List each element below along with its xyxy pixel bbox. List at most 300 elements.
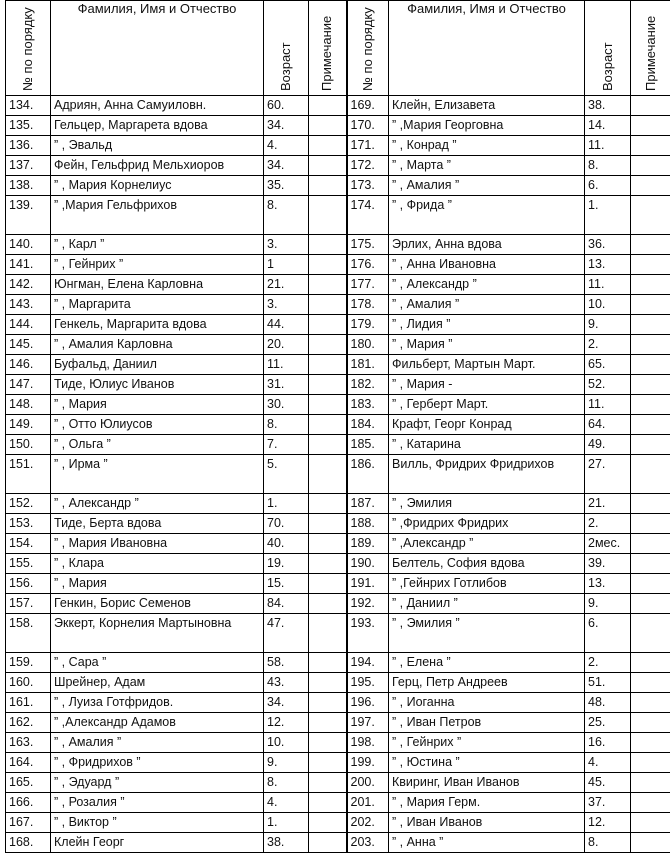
entry-number: 196. [347, 693, 389, 713]
entry-note [631, 574, 670, 594]
entry-age: 15. [264, 574, 309, 594]
entry-name: Генкин, Борис Семенов [51, 594, 264, 614]
entry-note [631, 116, 670, 136]
entry-name: ” , Конрад ” [389, 136, 585, 156]
entry-age: 6. [585, 614, 631, 653]
entry-note [309, 196, 347, 235]
entry-note [631, 176, 670, 196]
entry-age: 43. [264, 673, 309, 693]
entry-number: 172. [347, 156, 389, 176]
table-row [6, 295, 670, 315]
entry-age: 8. [585, 156, 631, 176]
register-table [5, 0, 670, 853]
table-row [6, 315, 670, 335]
entry-name: Гельцер, Маргарета вдова [51, 116, 264, 136]
entry-number: 189. [347, 534, 389, 554]
entry-name: ” ,Гейнрих Готлибов [389, 574, 585, 594]
table-row [6, 355, 670, 375]
entry-age: 64. [585, 415, 631, 435]
entry-note [631, 514, 670, 534]
entry-age: 8. [264, 773, 309, 793]
entry-age: 49. [585, 435, 631, 455]
entry-number: 203. [347, 833, 389, 853]
entry-name: ” , Фрида ” [389, 196, 585, 235]
entry-number: 142. [6, 275, 51, 295]
entry-age: 9. [585, 315, 631, 335]
entry-number: 166. [6, 793, 51, 813]
entry-age: 51. [585, 673, 631, 693]
entry-name: Эрлих, Анна вдова [389, 235, 585, 255]
entry-note [309, 116, 347, 136]
entry-note [309, 156, 347, 176]
entry-number: 184. [347, 415, 389, 435]
entry-note [309, 295, 347, 315]
entry-name: Эккерт, Корнелия Мартыновна [51, 614, 264, 653]
entry-number: 139. [6, 196, 51, 235]
entry-note [309, 255, 347, 275]
header-number-right: № по порядку [347, 1, 389, 96]
table-row [6, 813, 670, 833]
table-row [6, 554, 670, 574]
table-row [6, 514, 670, 534]
entry-name: ” , Мария ” [389, 335, 585, 355]
entry-number: 162. [6, 713, 51, 733]
entry-note [631, 534, 670, 554]
entry-note [309, 315, 347, 335]
entry-note [309, 395, 347, 415]
entry-number: 148. [6, 395, 51, 415]
table-row [6, 713, 670, 733]
table-row [6, 255, 670, 275]
entry-number: 154. [6, 534, 51, 554]
table-row [6, 176, 670, 196]
entry-name: ” ,Александр ” [389, 534, 585, 554]
table-row [6, 96, 670, 116]
entry-name: Квиринг, Иван Иванов [389, 773, 585, 793]
entry-age: 36. [585, 235, 631, 255]
entry-number: 200. [347, 773, 389, 793]
entry-number: 153. [6, 514, 51, 534]
entry-name: Клейн, Елизавета [389, 96, 585, 116]
entry-number: 187. [347, 494, 389, 514]
entry-number: 157. [6, 594, 51, 614]
entry-note [309, 355, 347, 375]
header-note-right: Примечание [631, 1, 670, 96]
entry-number: 180. [347, 335, 389, 355]
entry-number: 149. [6, 415, 51, 435]
entry-name: ” ,Фридрих Фридрих [389, 514, 585, 534]
entry-age: 30. [264, 395, 309, 415]
entry-number: 144. [6, 315, 51, 335]
entry-note [631, 255, 670, 275]
table-row [6, 594, 670, 614]
entry-age: 47. [264, 614, 309, 653]
entry-number: 191. [347, 574, 389, 594]
entry-age: 70. [264, 514, 309, 534]
entry-age: 8. [264, 196, 309, 235]
entry-number: 194. [347, 653, 389, 673]
entry-note [631, 335, 670, 355]
entry-age: 4. [585, 753, 631, 773]
entry-age: 38. [585, 96, 631, 116]
entry-number: 141. [6, 255, 51, 275]
entry-age: 52. [585, 375, 631, 395]
entry-age: 14. [585, 116, 631, 136]
entry-number: 195. [347, 673, 389, 693]
entry-name: ” , Эмилия [389, 494, 585, 514]
entry-note [309, 514, 347, 534]
entry-note [631, 813, 670, 833]
table-row [6, 614, 670, 653]
entry-name: Крафт, Георг Конрад [389, 415, 585, 435]
table-row [6, 773, 670, 793]
entry-age: 9. [585, 594, 631, 614]
entry-note [631, 395, 670, 415]
entry-note [631, 315, 670, 335]
entry-number: 179. [347, 315, 389, 335]
entry-number: 176. [347, 255, 389, 275]
entry-note [631, 136, 670, 156]
entry-number: 167. [6, 813, 51, 833]
entry-number: 182. [347, 375, 389, 395]
entry-name: ” , Эдуард ” [51, 773, 264, 793]
entry-name: ” , Марта ” [389, 156, 585, 176]
entry-note [309, 833, 347, 853]
entry-age: 3. [264, 235, 309, 255]
entry-number: 185. [347, 435, 389, 455]
table-row [6, 455, 670, 494]
entry-name: ” , Маргарита [51, 295, 264, 315]
entry-age: 2мес. [585, 534, 631, 554]
entry-note [631, 554, 670, 574]
entry-name: ” , Мария [51, 395, 264, 415]
entry-note [309, 275, 347, 295]
table-row [6, 534, 670, 554]
entry-note [309, 753, 347, 773]
entry-name: ” , Даниил ” [389, 594, 585, 614]
entry-note [631, 435, 670, 455]
entry-name: ” , Мария Герм. [389, 793, 585, 813]
entry-name: ” , Сара ” [51, 653, 264, 673]
entry-age: 1 [264, 255, 309, 275]
table-row [6, 415, 670, 435]
entry-name: ” , Александр ” [389, 275, 585, 295]
entry-number: 156. [6, 574, 51, 594]
entry-age: 2. [585, 653, 631, 673]
entry-age: 39. [585, 554, 631, 574]
table-row [6, 673, 670, 693]
entry-number: 146. [6, 355, 51, 375]
entry-age: 9. [264, 753, 309, 773]
entry-age: 11. [264, 355, 309, 375]
entry-note [309, 96, 347, 116]
entry-age: 44. [264, 315, 309, 335]
entry-age: 11. [585, 136, 631, 156]
entry-name: Буфальд, Даниил [51, 355, 264, 375]
entry-note [631, 793, 670, 813]
entry-name: ” ,Мария Георговна [389, 116, 585, 136]
entry-number: 170. [347, 116, 389, 136]
entry-age: 21. [585, 494, 631, 514]
entry-name: Фильберт, Мартын Март. [389, 355, 585, 375]
entry-note [309, 375, 347, 395]
entry-name: Генкель, Маргарита вдова [51, 315, 264, 335]
table-row [6, 753, 670, 773]
entry-age: 4. [264, 136, 309, 156]
table-row [6, 435, 670, 455]
header-age-right: Возраст [585, 1, 631, 96]
entry-name: ” , Мария Ивановна [51, 534, 264, 554]
entry-note [309, 494, 347, 514]
entry-number: 186. [347, 455, 389, 494]
entry-note [631, 295, 670, 315]
entry-name: ” , Карл ” [51, 235, 264, 255]
entry-name: ” , Иоганна [389, 693, 585, 713]
entry-age: 1. [264, 813, 309, 833]
entry-note [309, 653, 347, 673]
entry-number: 169. [347, 96, 389, 116]
entry-number: 178. [347, 295, 389, 315]
entry-name: ” , Мария - [389, 375, 585, 395]
entry-number: 174. [347, 196, 389, 235]
entry-note [631, 614, 670, 653]
entry-age: 21. [264, 275, 309, 295]
entry-note [309, 176, 347, 196]
entry-name: ” , Анна Ивановна [389, 255, 585, 275]
entry-number: 138. [6, 176, 51, 196]
entry-name: ” , Виктор ” [51, 813, 264, 833]
entry-name: Шрейнер, Адам [51, 673, 264, 693]
entry-number: 158. [6, 614, 51, 653]
entry-note [631, 733, 670, 753]
entry-note [309, 235, 347, 255]
entry-name: ” , Эвальд [51, 136, 264, 156]
entry-note [631, 196, 670, 235]
entry-number: 202. [347, 813, 389, 833]
entry-number: 136. [6, 136, 51, 156]
entry-name: ” , Розалия ” [51, 793, 264, 813]
entry-name: Герц, Петр Андреев [389, 673, 585, 693]
entry-note [631, 275, 670, 295]
entry-age: 7. [264, 435, 309, 455]
entry-note [631, 693, 670, 713]
entry-number: 171. [347, 136, 389, 156]
entry-name: Фейн, Гельфрид Мельхиоров [51, 156, 264, 176]
entry-age: 34. [264, 116, 309, 136]
entry-number: 147. [6, 375, 51, 395]
entry-name: Клейн Георг [51, 833, 264, 853]
entry-note [309, 693, 347, 713]
table-row [6, 156, 670, 176]
entry-note [631, 653, 670, 673]
table-row [6, 116, 670, 136]
entry-note [631, 415, 670, 435]
entry-age: 84. [264, 594, 309, 614]
entry-age: 10. [264, 733, 309, 753]
entry-age: 34. [264, 156, 309, 176]
entry-name: ” , Гейнрих ” [51, 255, 264, 275]
entry-note [631, 833, 670, 853]
entry-number: 140. [6, 235, 51, 255]
entry-age: 31. [264, 375, 309, 395]
entry-name: ” , Герберт Март. [389, 395, 585, 415]
entry-note [631, 594, 670, 614]
entry-age: 2. [585, 514, 631, 534]
entry-note [631, 355, 670, 375]
entry-age: 4. [264, 793, 309, 813]
entry-name: ” , Гейнрих ” [389, 733, 585, 753]
entry-age: 37. [585, 793, 631, 813]
entry-name: Вилль, Фридрих Фридрихов [389, 455, 585, 494]
entry-age: 1. [585, 196, 631, 235]
entry-number: 190. [347, 554, 389, 574]
entry-age: 19. [264, 554, 309, 574]
entry-name: Адриян, Анна Самуиловн. [51, 96, 264, 116]
entry-number: 163. [6, 733, 51, 753]
entry-note [631, 96, 670, 116]
entry-number: 188. [347, 514, 389, 534]
entry-note [309, 455, 347, 494]
entry-age: 40. [264, 534, 309, 554]
table-row [6, 833, 670, 853]
table-row [6, 793, 670, 813]
entry-age: 25. [585, 713, 631, 733]
entry-name: ” , Мария Корнелиус [51, 176, 264, 196]
entry-note [631, 494, 670, 514]
entry-age: 20. [264, 335, 309, 355]
entry-note [309, 594, 347, 614]
entry-number: 193. [347, 614, 389, 653]
table-row [6, 395, 670, 415]
entry-number: 181. [347, 355, 389, 375]
entry-name: ” , Лидия ” [389, 315, 585, 335]
entry-note [631, 156, 670, 176]
entry-number: 173. [347, 176, 389, 196]
table-row [6, 693, 670, 713]
entry-name: ” , Иван Иванов [389, 813, 585, 833]
entry-age: 35. [264, 176, 309, 196]
entry-name: ” ,Мария Гельфрихов [51, 196, 264, 235]
entry-name: ” , Катарина [389, 435, 585, 455]
entry-age: 8. [585, 833, 631, 853]
entry-name: ” , Александр ” [51, 494, 264, 514]
entry-name: ” , Иван Петров [389, 713, 585, 733]
entry-age: 3. [264, 295, 309, 315]
entry-number: 192. [347, 594, 389, 614]
entry-note [631, 235, 670, 255]
entry-age: 12. [585, 813, 631, 833]
entry-number: 161. [6, 693, 51, 713]
entry-note [631, 713, 670, 733]
entry-name: ” , Фридрихов ” [51, 753, 264, 773]
entry-number: 197. [347, 713, 389, 733]
header-name-left: Фамилия, Имя и Отчество [51, 1, 264, 96]
entry-number: 165. [6, 773, 51, 793]
entry-note [309, 813, 347, 833]
entry-age: 10. [585, 295, 631, 315]
table-row [6, 235, 670, 255]
entry-name: Тиде, Юлиус Иванов [51, 375, 264, 395]
entry-note [309, 673, 347, 693]
entry-note [309, 335, 347, 355]
entry-age: 13. [585, 255, 631, 275]
entry-age: 27. [585, 455, 631, 494]
entry-name: ” , Ирма ” [51, 455, 264, 494]
entry-note [309, 614, 347, 653]
entry-name: ” , Мария [51, 574, 264, 594]
table-row [6, 653, 670, 673]
header-age-left: Возраст [264, 1, 309, 96]
entry-note [309, 136, 347, 156]
entry-age: 11. [585, 395, 631, 415]
entry-age: 45. [585, 773, 631, 793]
entry-name: ” , Амалия ” [389, 176, 585, 196]
entry-number: 143. [6, 295, 51, 315]
entry-age: 12. [264, 713, 309, 733]
entry-note [309, 574, 347, 594]
entry-number: 137. [6, 156, 51, 176]
entry-note [631, 375, 670, 395]
entry-age: 5. [264, 455, 309, 494]
entry-number: 177. [347, 275, 389, 295]
entry-number: 152. [6, 494, 51, 514]
entry-note [309, 733, 347, 753]
entry-age: 13. [585, 574, 631, 594]
entry-number: 168. [6, 833, 51, 853]
table-row [6, 494, 670, 514]
entry-age: 65. [585, 355, 631, 375]
entry-name: ” , Клара [51, 554, 264, 574]
entry-note [309, 415, 347, 435]
table-row [6, 196, 670, 235]
table-row [6, 574, 670, 594]
entry-age: 11. [585, 275, 631, 295]
entry-name: ” ,Александр Адамов [51, 713, 264, 733]
entry-name: Белтель, София вдова [389, 554, 585, 574]
table-row [6, 375, 670, 395]
table-row [6, 733, 670, 753]
entry-name: ” , Луиза Готфридов. [51, 693, 264, 713]
entry-age: 8. [264, 415, 309, 435]
entry-age: 60. [264, 96, 309, 116]
entry-note [309, 435, 347, 455]
entry-note [309, 793, 347, 813]
table-row [6, 136, 670, 156]
table-row [6, 335, 670, 355]
entry-note [309, 773, 347, 793]
register-rows [6, 96, 670, 853]
entry-note [309, 554, 347, 574]
entry-number: 134. [6, 96, 51, 116]
entry-note [309, 713, 347, 733]
entry-number: 199. [347, 753, 389, 773]
header-row [6, 1, 670, 96]
entry-number: 145. [6, 335, 51, 355]
entry-name: ” , Отто Юлиусов [51, 415, 264, 435]
entry-number: 201. [347, 793, 389, 813]
entry-note [631, 753, 670, 773]
entry-name: ” , Анна ” [389, 833, 585, 853]
entry-age: 16. [585, 733, 631, 753]
entry-name: Юнгман, Елена Карловна [51, 275, 264, 295]
entry-number: 175. [347, 235, 389, 255]
entry-note [631, 455, 670, 494]
header-name-right: Фамилия, Имя и Отчество [389, 1, 585, 96]
entry-name: ” , Амалия ” [389, 295, 585, 315]
entry-name: ” , Амалия ” [51, 733, 264, 753]
header-note-left: Примечание [309, 1, 347, 96]
header-number-left: № по порядку [6, 1, 51, 96]
